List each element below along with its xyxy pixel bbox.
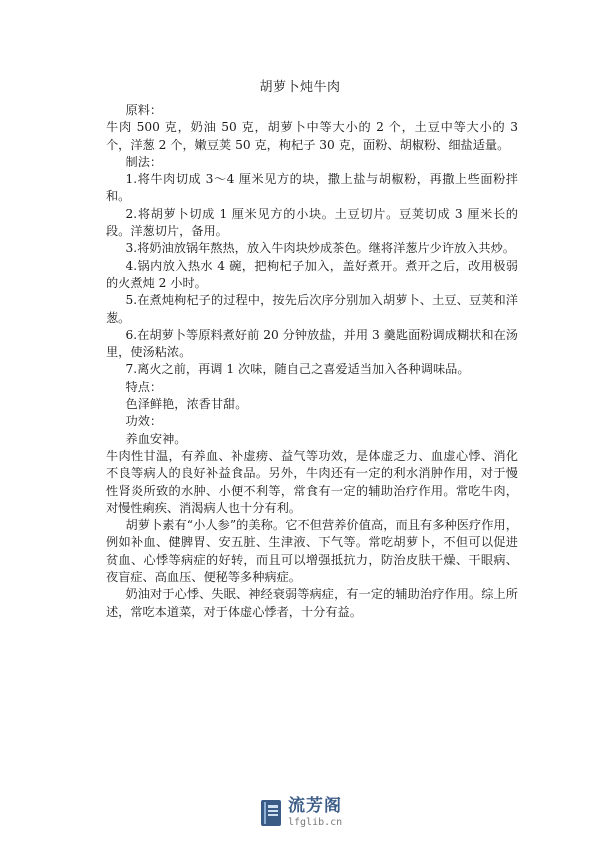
- paragraph: 2.将胡萝卜切成 1 厘米见方的小块。土豆切片。豆荚切成 3 厘米长的段。洋葱切片，备用。: [106, 206, 518, 239]
- paragraph: 原料：: [125, 103, 163, 117]
- paragraph: 5.在煮炖枸杞子的过程中，按先后次序分别加入胡萝卜、土豆、豆荚和洋葱。: [106, 293, 518, 325]
- document-body: [106, 102, 518, 621]
- paragraph: 4.锅内放入热水 4 碗，把枸杞子加入，盖好煮开。煮开之后，改用极弱的火煮炖 2 小时。: [106, 258, 518, 290]
- paragraph: 养血安神。: [125, 431, 187, 446]
- paragraph: 牛肉性甘温，有养血、补虚痨、益气等功效，是体虚乏力、血虚心悸、消化不良等病人的良好补益食品。另外，牛肉还有一定的利水消肿作用，对于慢性肾炎所致的水肿、小便不利等，常食有一定的辅助治疗作用。常吃牛肉，对慢性痢疾、消渴病人也十分有利。: [106, 448, 518, 515]
- book-icon: [260, 799, 282, 827]
- paragraph: 1.将牛肉切成 3～4 厘米见方的块，撒上盐与胡椒粉，再撒上些面粉拌和。: [106, 172, 518, 204]
- site-logo[interactable]: [260, 798, 342, 828]
- paragraph: 色泽鲜艳，浓香甘甜。: [125, 397, 248, 412]
- paragraph: 7.离火之前，再调 1 次味，随自己之喜爱适当加入各种调味品。: [125, 362, 470, 377]
- logo-url[interactable]: lfglib.cn: [288, 817, 343, 828]
- paragraph: 制法：: [125, 154, 163, 169]
- logo-name: 流芳阁: [288, 796, 342, 816]
- paragraph: 特点：: [125, 379, 163, 394]
- paragraph: 3.将奶油放锅年熬热，放入牛肉块炒成茶色。继将洋葱片少许放入共炒。: [125, 241, 515, 256]
- paragraph: 牛肉 500 克，奶油 50 克，胡萝卜中等大小的 2 个，土豆中等大小的 3 个，洋葱 2 个，嫩豆荚 50 克，枸杞子 30 克，面粉、胡椒粉、细盐适量。: [106, 120, 518, 152]
- paragraph: 胡萝卜素有“小人参”的美称。它不但营养价值高，而且有多种医疗作用，例如补血、健脾胃、安五脏、生津液、下气等。常吃胡萝卜，不但可以促进贫血、心悸等病症的好转，而且可以增强抵抗力，防治皮肤干燥、干眼病、夜盲症、高血压、便秘等多种病症。: [106, 518, 518, 585]
- page-title: 胡萝卜炖牛肉: [259, 80, 341, 95]
- paragraph: 6.在胡萝卜等原料煮好前 20 分钟放盐，并用 3 羹匙面粉调成糊状和在汤里，使汤粘浓。: [106, 327, 518, 360]
- paragraph: 奶油对于心悸、失眠、神经衰弱等病症，有一定的辅助治疗作用。综上所述，常吃本道菜，对于体虚心悸者，十分有益。: [106, 587, 518, 619]
- paragraph: 功效：: [125, 414, 163, 429]
